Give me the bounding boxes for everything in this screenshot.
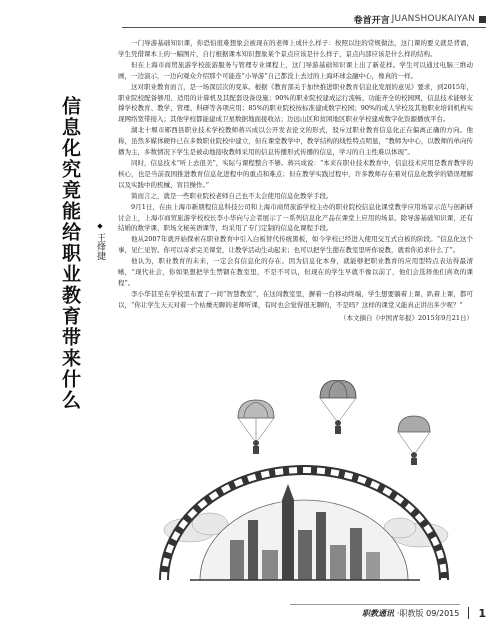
paragraph: 这对职业教育而言，是一场深层次的变革。根据《教育部关于加快推进职业教育信息化发展的意见》要求，到2015年，职业院校配备够用、适用的计算机及其配套设备设施；90%的职业院校建成运行流畅、功能齐全的校园网，信息技术能够支撑学校教育、教学、管理、科研等各项应用；85%的职业院校按标准建成数字校园；90%的成人学校及其他职业培训机构实现网络宽带接入；其他学校都能建成卫星数据地面接收站；边远山区和贫困地区职业学校建成数字化资源播放平台。 bbox=[118, 82, 473, 124]
article-title: 信息化究竟能给职业教育带来什么 bbox=[59, 96, 81, 411]
journal-brand: 职教通讯 bbox=[362, 608, 395, 618]
paragraph: 简而言之，就是一些职业院校老师自己也不太会使用信息化教学手段。 bbox=[131, 191, 333, 200]
author-name: 王烽捷 bbox=[95, 233, 105, 260]
paragraph: 他认为，职业教育的未来，一定会有信息化的存在。因为信息化本身，就能够把职业教育的应用型特点表达得最清晰，“现代社会，你如果想把学生禁锢在教室里，不是不可以，但现在的学生早就不像以前了，他们会选择他们喜欢的课程”。 bbox=[118, 257, 473, 287]
paragraph: 湖北十堰市郧西县职业技术学校教师蒋兴成以公开发表论文的形式，驳斥过职业教育信息化正在偏离正确的方向。他称，虽然多媒体硬件已在多数职业院校中建立，但在课堂教学中，教学结构的线性特点明显，“教师为中心，以教师的单向传播为主，多数情况下学生是被动地接收教师采用的信息传播形式传播的信息，学习的自主性难以体现”。 bbox=[118, 126, 473, 157]
parachute-icon bbox=[320, 380, 356, 434]
parachute-icon bbox=[398, 416, 430, 465]
journal-edition: ·职教版 09/2015 bbox=[397, 608, 460, 618]
footer-rule bbox=[290, 604, 460, 605]
triangle-bullet-icon: ◆ bbox=[96, 222, 104, 230]
article-source: （本文摘自《中国青年报》2015年9月21日） bbox=[340, 313, 473, 322]
article-body bbox=[118, 38, 473, 324]
header-rule bbox=[122, 27, 486, 28]
city-dome-icon bbox=[190, 484, 420, 580]
parachute-icon bbox=[238, 400, 274, 454]
paragraph: 一门导游基础知识课，你恐怕很难想象会被现在的老师上成什么样子：按照以往的常规做法，这门课的要义就是背诵，学生凭借课本上的一幅图片，自行根据课本知识想象某个景点应该是什么样子，景点内部应该是什么样的结构。 bbox=[118, 39, 473, 58]
header-square-icon bbox=[479, 16, 486, 23]
footer-divider bbox=[468, 607, 469, 619]
paragraph: 但在上海市商贸旅游学校旅游服务与管理专业课程上，这门导游基础知识课上出了新花样。学生可以通过电脑三维动画，一边演示，一边向观众介绍那个可能连“小导游”自己都没上去过的上海环球金融中心，像真的一样。 bbox=[118, 60, 473, 80]
paragraph: 李小华甚至在学校里布置了一间“智慧教室”，在这间教室里，摒着一台移动终端，学生想要躺着上课、趴着上课，都可以，“你让学生天天对着一个枯燥无聊的老师听课，有时也会觉得很无聊的，不是吗？这样的课堂又能真正讲出多少呢？” bbox=[118, 289, 473, 309]
page-number: 1 bbox=[478, 606, 486, 620]
page-footer bbox=[0, 606, 486, 620]
article-author bbox=[94, 222, 106, 260]
column-title: 卷首开言 bbox=[353, 15, 390, 26]
page-header bbox=[354, 12, 486, 26]
column-subtitle: JUANSHOUKAIYAN bbox=[391, 14, 475, 24]
paragraph: 同时，信息技术“听上去很美”，实际与课程整合不够。蒋兴成说：“本来在职业技术教育中，信息技术应用是教育教学的核心，也是当前我国推进教育信息化进程中的重点和难点；但在教学实践过程中，许多教师存在着对信息化教学的错误理解以及实践中的机械、盲目操作。” bbox=[118, 158, 473, 189]
paragraph: 9月1日，在由上海市新朋程信息科技公司和上海市商贸旅游学校主办的职业院校信息化课堂教学应用场景示范与创新研讨会上，上海市商贸旅游学校校长李小华向与会者展示了一系列信息化产品在课堂上应用的场景。除导游基础知识课，还有结婚的数学课、职场文秘英语课等，均采用了专门定制的信息化课程手段。 bbox=[118, 202, 473, 233]
paragraph: 他从2007年就开始探索在职业教育中引入白板替代传统黑板，如今学校已经进入使用交互式白板的阶段。“信息化这个事，见仁见智。你可以寄求完美课堂，让教学活动生动起来；也可以把学生摁在教室里听你说教，就看你追求什么了”。 bbox=[118, 235, 473, 255]
illustration bbox=[130, 380, 475, 595]
